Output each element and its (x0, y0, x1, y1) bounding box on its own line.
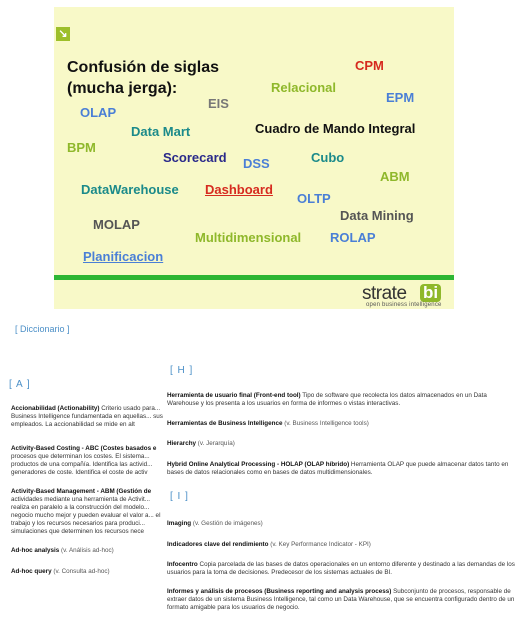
dictionary-entry (11, 547, 164, 556)
term-data-mart: Data Mart (131, 124, 191, 139)
dictionary-entry (11, 405, 164, 431)
letter-heading-i: [ I ] (170, 491, 189, 502)
entry-term: Hybrid Online Analytical Processing - HOLAP (OLAP híbrido) (167, 461, 350, 468)
term-multidimensional: Multidimensional (195, 230, 302, 245)
dictionary-entry (11, 445, 164, 479)
entry-reference[interactable]: (v. Business Intelligence tools) (282, 420, 369, 427)
entry-text: procesos que determinan los costes. El sistema... productos de una compañía. Identifica las activid... generadores de coste. Identifica el coste de activ (11, 453, 153, 476)
term-data-mining: Data Mining (340, 208, 414, 223)
term-abm: ABM (380, 169, 410, 184)
term-cpm: CPM (355, 58, 384, 73)
slide-image (54, 7, 454, 309)
term-bpm: BPM (67, 140, 96, 155)
term-olap: OLAP (80, 105, 117, 120)
term-cuadro-de-mando: Cuadro de Mando Integral (255, 121, 416, 136)
term-datawarehouse: DataWarehouse (81, 182, 179, 197)
entry-term: Hierarchy (167, 440, 197, 447)
entry-reference[interactable]: (v. Jerarquía) (196, 440, 235, 447)
slide-title-line2: (mucha jerga): (67, 80, 178, 97)
entry-reference[interactable]: (v. Gestión de imágenes) (191, 520, 263, 527)
entry-term: Accionabilidad (Actionability) (11, 405, 100, 412)
dictionary-entry (167, 420, 520, 429)
dictionary-entry (167, 588, 520, 614)
term-cubo: Cubo (311, 150, 345, 165)
entry-term: Herramientas de Business Intelligence (167, 420, 283, 427)
term-oltp: OLTP (297, 191, 331, 206)
entry-text: actividades mediante una herramienta de Activit... realiza en paralelo a la construcción del modelo... negocio mucho mejor y pueden evaluar el valor a... el trabajo y los recursos necesarios para produci... simulaciones que determinen los recursos nece (11, 496, 161, 535)
entry-text: Tipo de software que recolecta los datos almacenados en un Data Warehouse y los presenta a los usuarios en forma de informes o vistas interactivas. (167, 392, 487, 407)
entry-text: Herramienta OLAP que puede almacenar datos tanto en bases de datos relacionales como en bases de datos multidimensionales. (167, 461, 509, 476)
term-eis: EIS (208, 96, 229, 111)
entry-term: Ad-hoc query (11, 568, 52, 575)
entry-term: Infocentro (167, 561, 198, 568)
logo-tagline: open business intelligence (366, 302, 442, 308)
entry-term: Imaging (167, 520, 192, 527)
dictionary-entry (167, 392, 520, 410)
arrow-icon: ↘ (56, 27, 70, 41)
term-rolap: ROLAP (330, 230, 376, 245)
entry-term: Informes y análisis de procesos (Business reporting and analysis process) (167, 588, 392, 595)
entry-reference[interactable]: (v. Consulta ad-hoc) (51, 568, 110, 575)
dictionary-tag[interactable]: [ Diccionario ] (15, 324, 70, 334)
dictionary-entry (167, 440, 520, 449)
term-scorecard: Scorecard (163, 150, 227, 165)
term-dashboard[interactable]: Dashboard (205, 182, 273, 197)
dictionary-entry (11, 568, 164, 577)
term-epm: EPM (386, 90, 415, 105)
entry-text: Subconjunto de procesos, responsable de extraer datos de un sistema Business Intelligence, tal como un Data Warehouse, que se encuentra configurado dentro de un formato amigable para los usuarios de negocio. (167, 588, 515, 611)
entry-term: Activity-Based Costing - ABC (Costes basados e (11, 445, 157, 452)
logo-word: strate (362, 283, 407, 304)
slide-title-line1: Confusión de siglas (67, 59, 220, 76)
dictionary-entry (167, 561, 520, 579)
dictionary-entry (167, 461, 520, 479)
entry-term: Ad-hoc analysis (11, 547, 60, 554)
term-relacional: Relacional (271, 80, 337, 95)
entry-text: Criterio usado para... Business Intelligence fundamentada en aquellas... sus empleados. La accionabilidad se mide en alt (11, 405, 163, 428)
letter-heading-a: [ A ] (9, 379, 31, 390)
entry-reference[interactable]: (v. Análisis ad-hoc) (59, 547, 114, 554)
entry-reference[interactable]: (v. Key Performance Indicator - KPI) (268, 541, 371, 548)
stratebi-logo (360, 283, 454, 309)
dictionary-entry (167, 520, 520, 529)
term-dss: DSS (243, 156, 270, 171)
letter-heading-h: [ H ] (170, 365, 194, 376)
term-molap: MOLAP (93, 217, 140, 232)
entry-text: Copia parcelada de las bases de datos operacionales en un entorno diferente y destinado a las demandas de los usuarios para la toma de decisiones. Predecesor de los sistemas actuales de BI. (167, 561, 515, 576)
entry-term: Herramienta de usuario final (Front-end tool) (167, 392, 301, 399)
dictionary-entry (11, 488, 164, 538)
term-planificacion[interactable]: Planificacion (83, 249, 164, 264)
entry-term: Activity-Based Management - ABM (Gestión de (11, 488, 152, 495)
slide-title (67, 57, 267, 99)
green-divider-bar (54, 275, 454, 280)
logo-bi-badge: bi (420, 284, 441, 302)
entry-term: Indicadores clave del rendimiento (167, 541, 269, 548)
dictionary-entry (167, 541, 520, 550)
